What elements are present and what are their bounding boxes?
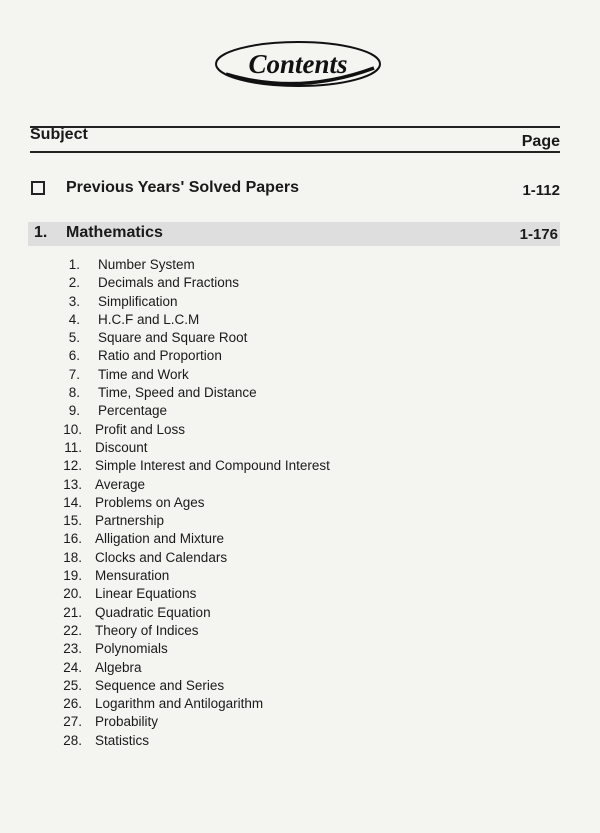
- topic-item[interactable]: [58, 640, 458, 658]
- topic-item[interactable]: [58, 585, 458, 603]
- topic-item[interactable]: [58, 713, 458, 731]
- topic-item[interactable]: [58, 366, 458, 384]
- topic-number: 26.: [63, 696, 82, 712]
- topic-title: Mensuration: [95, 568, 170, 584]
- topic-item[interactable]: [58, 347, 458, 365]
- topic-title: Square and Square Root: [98, 330, 248, 346]
- topic-title: Average: [95, 476, 146, 492]
- topic-item[interactable]: [58, 530, 458, 548]
- topic-item[interactable]: [58, 512, 458, 530]
- topic-title: Polynomials: [95, 641, 168, 657]
- contents-title-oval: [212, 38, 384, 90]
- topic-number: 27.: [63, 714, 82, 730]
- topic-number: 9.: [68, 403, 80, 419]
- topic-title: Simplification: [98, 293, 178, 309]
- topic-item[interactable]: [58, 293, 458, 311]
- topic-title: Problems on Ages: [95, 494, 205, 510]
- topic-number: 24.: [63, 659, 82, 675]
- topic-number: 15.: [63, 513, 82, 529]
- page-column-label: Page: [521, 133, 560, 150]
- topic-title: Discount: [95, 439, 148, 455]
- topic-item[interactable]: [58, 476, 458, 494]
- topic-item[interactable]: [58, 732, 458, 750]
- square-bullet-icon: [31, 181, 45, 195]
- topic-number: 28.: [63, 732, 82, 748]
- topic-number: 3.: [68, 293, 80, 309]
- topic-number: 11.: [64, 439, 82, 455]
- topic-number: 23.: [63, 641, 82, 657]
- topic-title: Decimals and Fractions: [98, 275, 240, 291]
- topic-item[interactable]: [58, 402, 458, 420]
- topic-number: 6.: [68, 348, 80, 364]
- topic-number: 18.: [63, 549, 82, 565]
- section-pages: 1-176: [519, 226, 558, 243]
- topic-item[interactable]: [58, 677, 458, 695]
- section-title: Mathematics: [66, 224, 163, 241]
- page-title: Contents: [248, 48, 348, 79]
- topic-item[interactable]: [58, 256, 458, 274]
- topic-title: Time and Work: [98, 366, 189, 382]
- topic-title: Percentage: [98, 403, 168, 419]
- topic-number: 12.: [63, 458, 82, 474]
- previous-papers-pages: 1-112: [522, 182, 560, 199]
- topic-item[interactable]: [58, 457, 458, 475]
- topic-item[interactable]: [58, 659, 458, 677]
- topic-number: 25.: [63, 677, 82, 693]
- subject-column-label: Subject: [30, 126, 88, 143]
- topic-item[interactable]: [58, 311, 458, 329]
- topic-number: 20.: [63, 586, 82, 602]
- topic-number: 5.: [68, 330, 80, 346]
- header-bottom-rule: [30, 151, 560, 153]
- topic-title: Theory of Indices: [95, 622, 199, 638]
- topic-title: Algebra: [95, 659, 142, 675]
- topic-number: 4.: [68, 311, 80, 327]
- section-mathematics[interactable]: [28, 222, 560, 246]
- topic-item[interactable]: [58, 695, 458, 713]
- topic-number: 22.: [63, 622, 82, 638]
- header-top-rule: [30, 126, 560, 128]
- topic-item[interactable]: [58, 421, 458, 439]
- topic-item[interactable]: [58, 329, 458, 347]
- topic-title: Alligation and Mixture: [95, 531, 225, 547]
- topic-list: [58, 256, 458, 750]
- topic-title: Statistics: [95, 732, 150, 748]
- topic-number: 13.: [63, 476, 82, 492]
- topic-item[interactable]: [58, 622, 458, 640]
- topic-title: Clocks and Calendars: [95, 549, 228, 565]
- previous-papers-label: Previous Years' Solved Papers: [66, 179, 299, 196]
- topic-number: 14.: [63, 494, 82, 510]
- topic-item[interactable]: [58, 494, 458, 512]
- topic-title: H.C.F and L.C.M: [98, 311, 200, 327]
- topic-item[interactable]: [58, 439, 458, 457]
- topic-title: Probability: [95, 714, 159, 730]
- topic-title: Ratio and Proportion: [98, 348, 222, 364]
- topic-number: 8.: [68, 385, 80, 401]
- topic-number: 21.: [63, 604, 82, 620]
- topic-title: Partnership: [95, 513, 165, 529]
- topic-number: 7.: [68, 366, 80, 382]
- topic-item[interactable]: [58, 604, 458, 622]
- topic-number: 10.: [63, 421, 82, 437]
- previous-papers-row[interactable]: [30, 180, 560, 202]
- topic-item[interactable]: [58, 567, 458, 585]
- topic-item[interactable]: [58, 384, 458, 402]
- topic-number: 2.: [68, 275, 80, 291]
- topic-title: Simple Interest and Compound Interest: [95, 458, 330, 474]
- topic-title: Time, Speed and Distance: [98, 385, 257, 401]
- topic-title: Linear Equations: [95, 586, 197, 602]
- section-number: 1.: [34, 224, 48, 241]
- topic-number: 19.: [63, 568, 82, 584]
- topic-number: 1.: [68, 257, 80, 272]
- topic-title: Quadratic Equation: [95, 604, 211, 620]
- topic-item[interactable]: [58, 274, 458, 292]
- topic-title: Number System: [98, 257, 195, 272]
- topic-title: Profit and Loss: [95, 421, 186, 437]
- topic-title: Sequence and Series: [95, 677, 225, 693]
- topic-number: 16.: [63, 531, 82, 547]
- topic-title: Logarithm and Antilogarithm: [95, 696, 264, 712]
- topic-item[interactable]: [58, 549, 458, 567]
